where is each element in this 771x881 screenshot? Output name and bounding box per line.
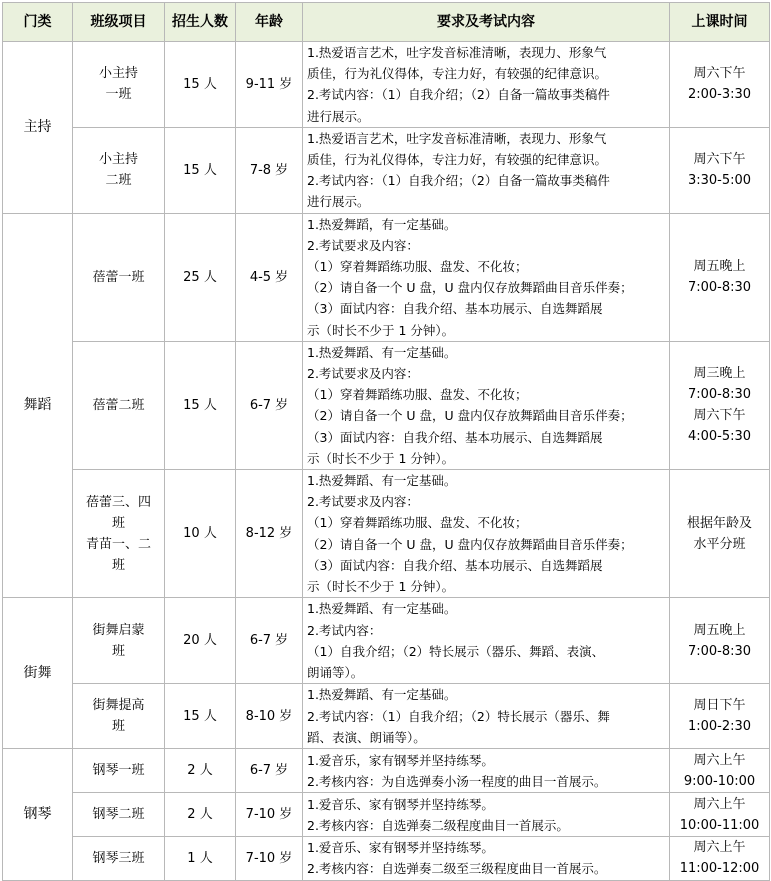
class-line: 钢琴三班 [92,850,145,866]
req-line: 1.爱音乐、家有钢琴并坚持练琴。 [307,840,494,856]
req-line: 2.考试内容：（1）自我介绍；（2）自备一篇故事类稿件 [307,87,610,103]
time-line: 4:00-5:30 [687,429,752,445]
enroll-cell: 15 人 [165,684,236,749]
class-line: 钢琴一班 [92,763,145,779]
req-line: 进行展示。 [307,108,370,124]
requirements-cell [303,793,670,837]
class-line: 二班 [105,173,132,189]
class-line: 蓓蕾三、四 [85,494,151,510]
req-line: 1.爱音乐、家有钢琴并坚持练琴。 [307,796,494,812]
age-cell: 6-7 岁 [236,749,303,793]
class-cell [73,42,165,128]
req-line: 质佳，行为礼仪得体，专注力好，有较强的纪律意识。 [307,66,608,82]
time-cell [670,684,770,749]
age-cell: 7-10 岁 [236,837,303,880]
time-line: 1:00-2:30 [687,719,752,735]
time-line: 周六上午 [693,752,746,768]
req-line: 1.热爱舞蹈、有一定基础。 [307,687,457,703]
class-line: 蓓蕾一班 [92,269,145,285]
req-line: 质佳，行为礼仪得体，专注力好，有较强的纪律意识。 [307,152,608,168]
time-line: 水平分班 [693,536,746,552]
req-line: （3）面试内容：自我介绍、基本功展示、自选舞蹈展 [307,429,603,445]
class-line: 小主持 [98,66,138,82]
time-cell [670,127,770,213]
age-cell: 6-7 岁 [236,341,303,469]
class-line: 班 [111,557,125,573]
requirements-cell [303,213,670,341]
class-line: 班 [111,643,125,659]
category-cell: 舞蹈 [3,213,73,598]
time-cell [670,341,770,469]
req-line: 进行展示。 [307,194,370,210]
enroll-cell: 15 人 [165,42,236,128]
req-line: 2.考核内容：为自选弹奏小汤一程度的曲目一首展示。 [307,773,607,789]
class-line: 蓓蕾二班 [92,397,145,413]
enroll-cell: 2 人 [165,749,236,793]
class-cell [73,470,165,598]
req-line: （1）穿着舞蹈练功服、盘发、不化妆； [307,259,528,275]
class-line: 班 [111,515,125,531]
req-line: （2）请自备一个 U 盘，U 盘内仅存放舞蹈曲目音乐伴奏； [307,536,633,552]
class-line: 班 [111,719,125,735]
time-line: 周六上午 [693,796,746,812]
req-line: （1）穿着舞蹈练功服、盘发、不化妆； [307,387,528,403]
requirements-cell [303,684,670,749]
table-row [3,213,770,341]
header-age: 年龄 [236,3,303,42]
time-line: 根据年龄及 [686,515,752,531]
requirements-cell [303,470,670,598]
time-line: 周六下午 [693,152,746,168]
time-line: 2:00-3:30 [687,87,752,103]
class-line: 小主持 [98,152,138,168]
category-cell: 街舞 [3,598,73,749]
age-cell: 4-5 岁 [236,213,303,341]
req-line: （2）请自备一个 U 盘，U 盘内仅存放舞蹈曲目音乐伴奏； [307,408,633,424]
time-line: 周日下午 [693,698,746,714]
enroll-cell: 2 人 [165,793,236,837]
time-cell [670,598,770,684]
req-line: 1.热爱舞蹈、有一定基础。 [307,601,457,617]
table-row [3,470,770,598]
req-line: 2.考核内容：自选弹奏二级至三级程度曲目一首展示。 [307,861,607,877]
class-line: 街舞提高 [92,698,145,714]
table-row [3,749,770,793]
req-line: （1）穿着舞蹈练功服、盘发、不化妆； [307,515,528,531]
class-cell [73,837,165,880]
time-line: 11:00-12:00 [679,861,760,877]
enroll-cell: 1 人 [165,837,236,880]
header-time: 上课时间 [670,3,770,42]
class-cell [73,598,165,684]
time-cell [670,793,770,837]
req-line: 2.考试要求及内容： [307,237,419,253]
requirements-cell [303,341,670,469]
time-line: 7:00-8:30 [687,280,752,296]
header-category: 门类 [3,3,73,42]
time-line: 周六上午 [693,840,746,856]
time-line: 7:00-8:30 [687,643,752,659]
header-enroll: 招生人数 [165,3,236,42]
time-line: 周五晚上 [693,259,746,275]
time-cell [670,749,770,793]
req-line: 2.考试要求及内容： [307,494,419,510]
req-line: 1.热爱舞蹈、有一定基础。 [307,344,457,360]
enroll-cell: 20 人 [165,598,236,684]
class-cell [73,684,165,749]
req-line: （2）请自备一个 U 盘，U 盘内仅存放舞蹈曲目音乐伴奏； [307,280,633,296]
req-line: 示（时长不少于 1 分钟）。 [307,579,455,595]
req-line: 示（时长不少于 1 分钟）。 [307,322,455,338]
req-line: （3）面试内容：自我介绍、基本功展示、自选舞蹈展 [307,557,603,573]
time-line: 3:30-5:00 [687,173,752,189]
age-cell: 7-10 岁 [236,793,303,837]
requirements-cell [303,127,670,213]
time-cell [670,470,770,598]
class-line: 青苗一、二 [85,536,151,552]
category-cell: 钢琴 [3,749,73,880]
time-line: 周六下午 [693,408,746,424]
table-row [3,837,770,880]
time-line: 周六下午 [693,66,746,82]
age-cell: 7-8 岁 [236,127,303,213]
req-line: （3）面试内容：自我介绍、基本功展示、自选舞蹈展 [307,301,603,317]
header-requirements: 要求及考试内容 [303,3,670,42]
class-line: 街舞启蒙 [92,622,145,638]
category-cell: 主持 [3,42,73,214]
table-row [3,793,770,837]
enroll-cell: 15 人 [165,341,236,469]
time-line: 周三晚上 [693,366,746,382]
class-cell [73,749,165,793]
req-line: 2.考试要求及内容： [307,366,419,382]
requirements-cell [303,42,670,128]
table-row [3,42,770,128]
requirements-cell [303,837,670,880]
req-line: （1）自我介绍；（2）特长展示（器乐、舞蹈、表演、 [307,643,605,659]
time-cell [670,213,770,341]
requirements-cell [303,598,670,684]
class-cell [73,127,165,213]
enroll-cell: 25 人 [165,213,236,341]
class-cell [73,341,165,469]
age-cell: 6-7 岁 [236,598,303,684]
enroll-cell: 15 人 [165,127,236,213]
class-line: 一班 [105,87,132,103]
age-cell: 8-10 岁 [236,684,303,749]
req-line: 1.爱音乐，家有钢琴并坚持练琴。 [307,752,494,768]
table-row [3,684,770,749]
header-row [3,3,770,42]
time-line: 7:00-8:30 [687,387,752,403]
time-line: 10:00-11:00 [679,817,760,833]
time-cell [670,837,770,880]
header-class: 班级项目 [73,3,165,42]
class-cell [73,213,165,341]
req-line: 1.热爱语言艺术，吐字发音标准清晰，表现力、形象气 [307,130,607,146]
time-line: 9:00-10:00 [683,773,756,789]
table-row [3,127,770,213]
req-line: 1.热爱舞蹈，有一定基础。 [307,216,457,232]
req-line: 蹈、表演、朗诵等）。 [307,729,426,745]
table-body [3,42,770,881]
req-line: 1.热爱语言艺术，吐字发音标准清晰，表现力、形象气 [307,45,607,60]
table-row [3,341,770,469]
time-cell [670,42,770,128]
class-cell [73,793,165,837]
req-line: 2.考试内容：（1）自我介绍；（2）自备一篇故事类稿件 [307,173,610,189]
req-line: 朗诵等）。 [307,664,364,680]
req-line: 2.考核内容：自选弹奏二级程度曲目一首展示。 [307,817,569,833]
time-line: 周五晚上 [693,622,746,638]
requirements-cell [303,749,670,793]
req-line: 2.考试内容： [307,622,382,638]
req-line: 示（时长不少于 1 分钟）。 [307,450,455,466]
table-row [3,598,770,684]
req-line: 1.热爱舞蹈、有一定基础。 [307,473,457,489]
enroll-cell: 10 人 [165,470,236,598]
class-line: 钢琴二班 [92,807,145,823]
enrollment-table [2,2,770,881]
age-cell: 8-12 岁 [236,470,303,598]
req-line: 2.考试内容：（1）自我介绍；（2）特长展示（器乐、舞 [307,708,610,724]
age-cell: 9-11 岁 [236,42,303,128]
